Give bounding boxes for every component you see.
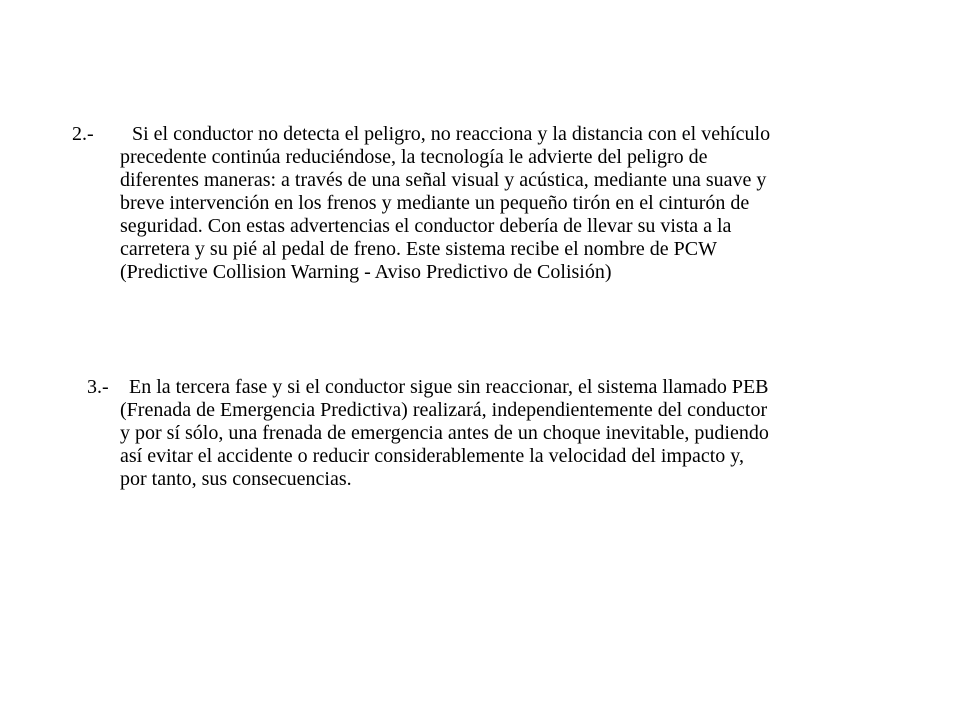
paragraph-line: carretera y su pié al pedal de freno. Este sistema recibe el nombre de PCW bbox=[120, 238, 717, 260]
paragraph-item-3 bbox=[87, 376, 769, 491]
paragraph-line: diferentes maneras: a través de una señal visual y acústica, mediante una suave y bbox=[120, 169, 767, 191]
item-number: 2.- bbox=[72, 123, 94, 145]
item-number: 3.- bbox=[87, 376, 109, 398]
paragraph-line: y por sí sólo, una frenada de emergencia antes de un choque inevitable, pudiendo bbox=[120, 422, 769, 444]
paragraph-line: seguridad. Con estas advertencias el conductor debería de llevar su vista a la bbox=[120, 215, 732, 237]
paragraph-line: Si el conductor no detecta el peligro, no reacciona y la distancia con el vehículo bbox=[132, 123, 771, 145]
paragraph-line: breve intervención en los frenos y mediante un pequeño tirón en el cinturón de bbox=[120, 192, 750, 214]
paragraph-line: precedente continúa reduciéndose, la tecnología le advierte del peligro de bbox=[120, 146, 708, 168]
paragraph-line: (Predictive Collision Warning - Aviso Predictivo de Colisión) bbox=[120, 261, 612, 283]
paragraph-line: por tanto, sus consecuencias. bbox=[120, 468, 352, 490]
paragraph-item-2 bbox=[72, 123, 770, 284]
paragraph-line: así evitar el accidente o reducir considerablemente la velocidad del impacto y, bbox=[120, 445, 744, 467]
paragraph-line: (Frenada de Emergencia Predictiva) realizará, independientemente del conductor bbox=[120, 399, 768, 421]
paragraph-line: En la tercera fase y si el conductor sigue sin reaccionar, el sistema llamado PEB bbox=[129, 376, 769, 398]
